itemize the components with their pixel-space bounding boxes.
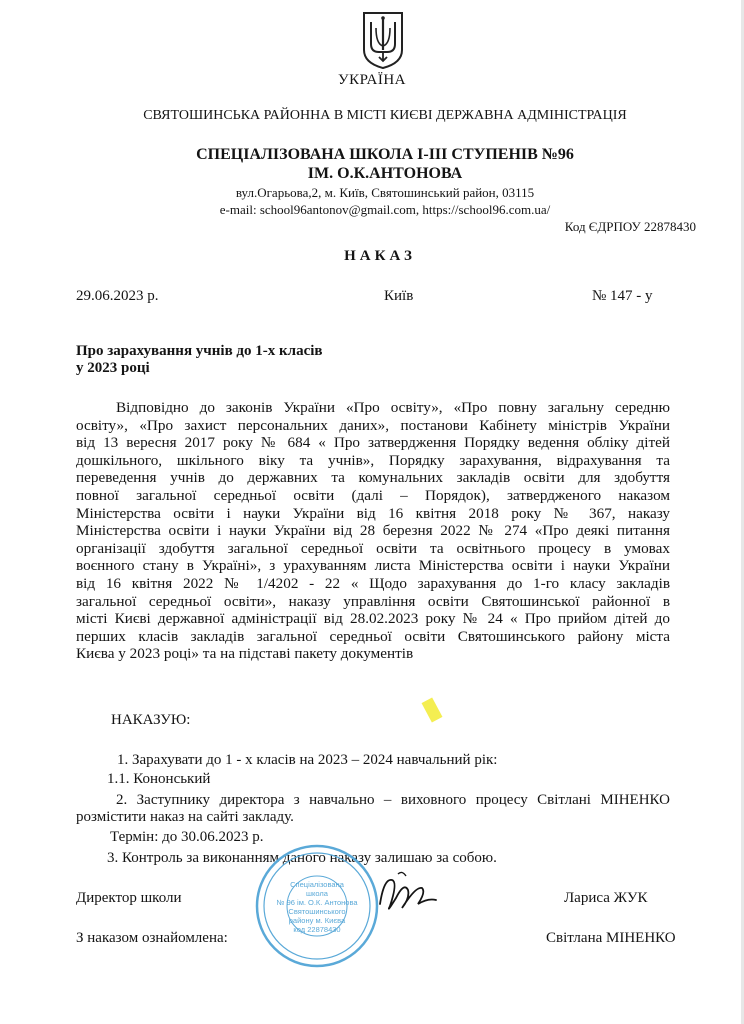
order-title: НАКАЗ: [344, 248, 416, 264]
order-subject-line2: у 2023 році: [76, 360, 150, 376]
preamble-line: Міністерства освіти і науки України від 16 квітня 2018 року № 367, наказу: [76, 504, 670, 522]
school-stamp: [254, 843, 380, 969]
preamble-line: переведення учнів до державних та комунальних закладів освіти для здобуття: [76, 469, 670, 487]
preamble-line: від 16 квітня 2022 № 1/4202 - 22 « Щодо зарахування до 1-го класу закладів: [76, 574, 670, 592]
directive-item-1: 1. Зарахувати до 1 - х класів на 2023 – 2024 навчальний рік:: [117, 752, 498, 768]
preamble-line: освіту», «Про захист персональних даних», постанови Кабінету міністрів України: [76, 416, 670, 434]
svg-text:Святошинського: Святошинського: [288, 907, 346, 916]
acknowledged-name: Світлана МІНЕНКО: [546, 930, 676, 946]
director-name: Лариса ЖУК: [564, 890, 648, 906]
order-subject-line1: Про зарахування учнів до 1-х класів: [76, 343, 323, 359]
svg-text:№ 96 ім. О.К. Антонова: № 96 ім. О.К. Антонова: [276, 898, 358, 907]
school-name-line2: ІМ. О.К.АНТОНОВА: [307, 165, 463, 182]
school-name-line1: СПЕЦІАЛІЗОВАНА ШКОЛА І-ІІІ СТУПЕНІВ №96: [196, 146, 574, 163]
order-date: 29.06.2023 р.: [76, 288, 159, 304]
director-signature: [372, 868, 442, 918]
directive-term: Термін: до 30.06.2023 р.: [110, 829, 264, 845]
preamble-line: воєнного стану в Україні», з урахуванням листа Міністерства освіти і науки України: [76, 557, 670, 575]
preamble-line: перших класів закладів загальної середньої освіти Святошинського району міста: [76, 627, 670, 645]
school-contacts: e-mail: school96antonov@gmail.com, https://school96.com.ua/: [219, 202, 551, 217]
directive-item-2: 2. Заступнику директора з навчально – виховного процесу Світлані МІНЕНКО: [116, 792, 670, 808]
administration-name: СВЯТОШИНСЬКА РАЙОННА В МІСТІ КИЄВІ ДЕРЖАВНА АДМІНІСТРАЦІЯ: [143, 108, 627, 123]
directive-heading: НАКАЗУЮ:: [111, 712, 191, 728]
country-name: УКРАЇНА: [337, 72, 407, 88]
svg-text:школа: школа: [306, 889, 328, 898]
order-preamble: [76, 399, 670, 663]
directive-item-2-cont: розмістити наказ на сайті закладу.: [76, 809, 294, 825]
svg-text:Спеціалізована: Спеціалізована: [290, 880, 344, 889]
director-label: Директор школи: [76, 890, 182, 906]
directive-item-1-1: 1.1. Кононський: [107, 771, 211, 787]
preamble-line: Києва у 2023 році» та на підставі пакету документів: [76, 645, 414, 663]
preamble-line: загальної середньої освіти», наказу управління освіти Святошинської районної в: [76, 592, 670, 610]
preamble-line: дошкільного, шкільного віку та учнів», Порядку зарахування, відрахування та: [76, 451, 670, 469]
preamble-line: Міністерства освіти і науки України від 28 березня 2022 № 274 «Про деякі питання: [76, 522, 670, 540]
acknowledged-label: З наказом ознайомлена:: [76, 930, 228, 946]
preamble-line: повної загальної середньої освіти (далі – Порядок), затвердженого наказом: [76, 486, 670, 504]
school-address: вул.Огарьова,2, м. Київ, Святошинський район, 03115: [235, 185, 535, 200]
highlighter-mark: [422, 697, 443, 722]
coat-of-arms-icon: [361, 10, 405, 70]
directive-item-3: 3. Контроль за виконанням даного наказу залишаю за собою.: [107, 850, 497, 866]
preamble-line: місті Києві державної адміністрації від 28.02.2023 року № 24 « Про прийом дітей до: [76, 610, 670, 628]
order-city: Київ: [384, 288, 414, 304]
preamble-line: від 13 вересня 2017 року № 684 « Про затвердження Порядку ведення обліку дітей: [76, 434, 670, 452]
preamble-line: організації здобуття загальної середньої освіти та освітнього процесу в умовах: [76, 539, 670, 557]
svg-text:району м. Києва: району м. Києва: [288, 916, 346, 925]
edrpou-code: Код ЄДРПОУ 22878430: [564, 219, 696, 234]
svg-text:код 22878430: код 22878430: [293, 925, 341, 934]
order-number: № 147 - у: [592, 288, 653, 304]
preamble-line: Відповідно до законів України «Про освіту», «Про повну загальну середню: [116, 399, 670, 416]
